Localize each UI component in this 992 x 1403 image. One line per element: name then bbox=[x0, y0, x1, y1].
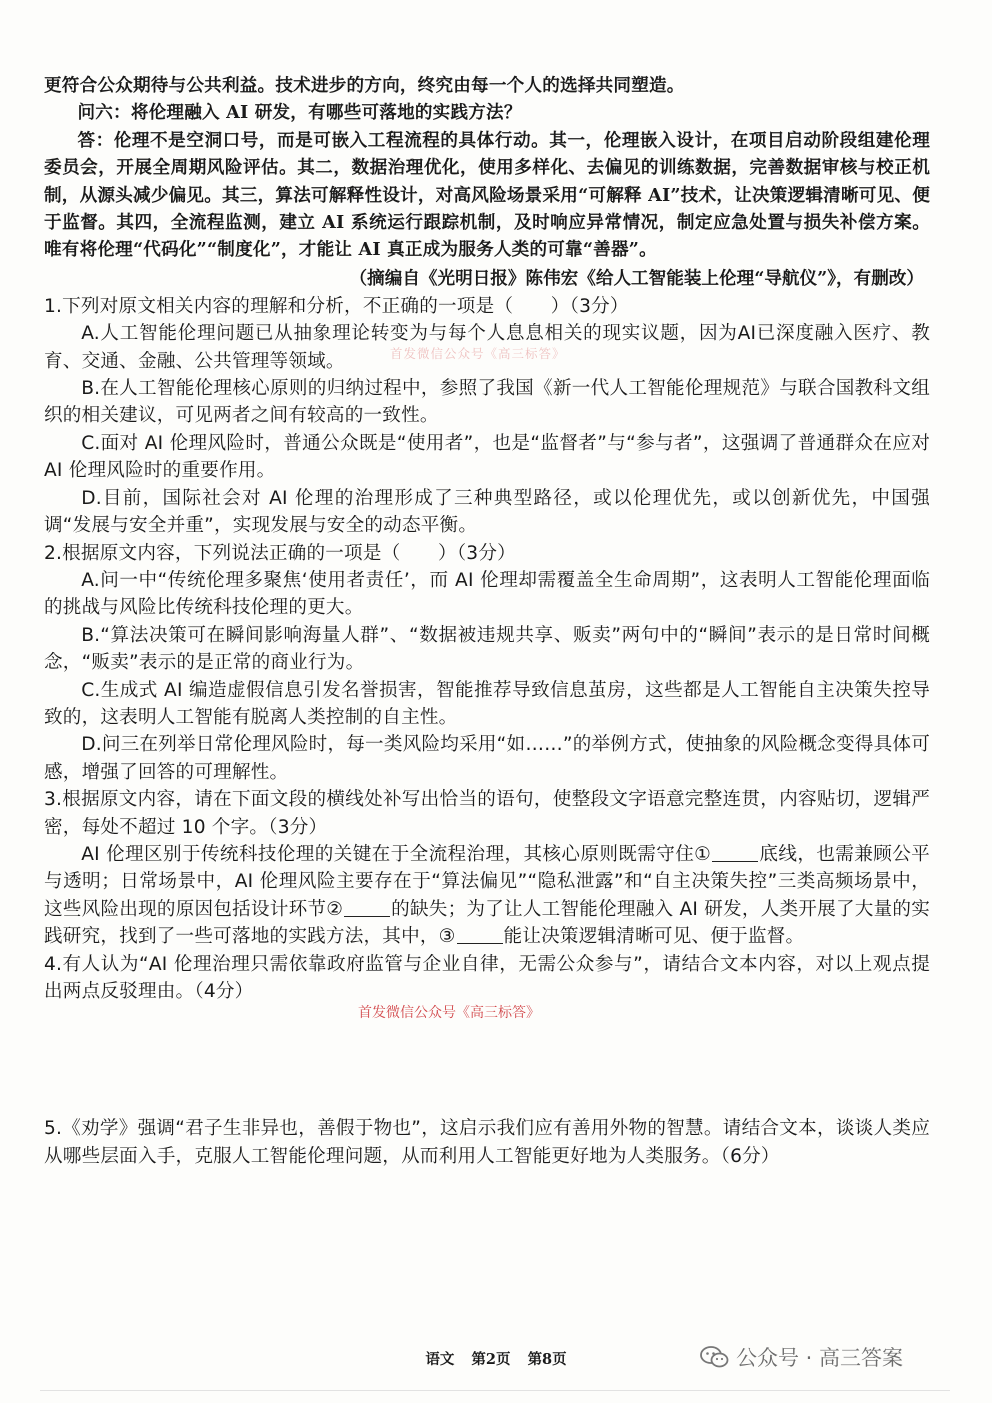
blank-3[interactable] bbox=[457, 925, 503, 944]
bottom-divider bbox=[40, 1390, 950, 1391]
red-watermark: 首发微信公众号《高三标答》 bbox=[358, 1005, 540, 1021]
footer-page: 第2页 bbox=[471, 1351, 511, 1368]
q2-option-a: A.问一中“传统伦理多聚焦‘使用者责任’，而 AI 伦理却需覆盖全生命周期”，这表明人工智能伦理面临的挑战与风险比传统科技伦理的更大。 bbox=[44, 569, 930, 619]
q5-stem: 5.《劝学》强调“君子生非异也，善假于物也”，这启示我们应有善用外物的智慧。请结合文本，谈谈人类应从哪些层面入手，克服人工智能伦理问题，从而利用人工智能更好地为人类服务。（6分） bbox=[44, 1118, 930, 1167]
wechat-icon bbox=[700, 1345, 730, 1369]
question-six: 问六：将伦理融入 AI 研发，有哪些可落地的实践方法？ bbox=[77, 102, 522, 124]
faint-watermark: 首发微信公众号《高三标答》 bbox=[390, 346, 566, 361]
q1-option-c: C.面对 AI 伦理风险时，普通公众既是“使用者”，也是“监督者”与“参与者”，这强调了普通群众在应对 AI 伦理风险时的重要作用。 bbox=[44, 432, 930, 482]
q4-stem: 4.有人认为“AI 伦理治理只需依靠政府监管与企业自律，无需公众参与”，请结合文本内容，对以上观点提出两点反驳理由。（4分） bbox=[44, 953, 930, 1002]
q3-passage-part1: AI 伦理区别于传统科技伦理的关键在于全流程治理，其核心原则既需守住① bbox=[81, 843, 712, 865]
q3-passage-part2: 底线，也需兼顾公平与透明；日常场景中，AI 伦理风险主要存在于“算法偏见”“隐私泄露”和“自主决策失控”三类高频场景中，这些风险出现的原因包括设计环节② bbox=[44, 843, 930, 920]
article-line-top: 更符合公众期待与公共利益。技术进步的方向，终究由每一个人的选择共同塑造。 bbox=[44, 75, 685, 96]
q2-option-b: B.“算法决策可在瞬间影响海量人群”、“数据被违规共享、贩卖”两句中的“瞬间”表示的是日常时间概念，“贩卖”表示的是正常的商业行为。 bbox=[44, 624, 930, 674]
q2-option-d: D.问三在列举日常伦理风险时，每一类风险均采用“如……”的举例方式，使抽象的风险概念变得具体可感，增强了回答的可理解性。 bbox=[44, 734, 930, 783]
wechat-brand bbox=[700, 1342, 903, 1372]
q1-option-b: B.在人工智能伦理核心原则的归纳过程中，参照了我国《新一代人工智能伦理规范》与联合国教科文组织的相关建议，可见两者之间有较高的一致性。 bbox=[44, 378, 930, 427]
article-source: （摘编自《光明日报》陈伟宏《给人工智能装上伦理“导航仪”》，有删改） bbox=[349, 267, 924, 289]
q3-passage-part3: 的缺失；为了让人工智能伦理融入 AI 研发，人类开展了大量的实践研究，找到了一些可落地的实践方法，其中，③ bbox=[44, 898, 930, 948]
blank-2[interactable] bbox=[344, 898, 390, 917]
blank-1[interactable] bbox=[712, 843, 758, 862]
q3-stem: 3.根据原文内容，请在下面文段的横线处补写出恰当的语句，使整段文字语意完整连贯，内容贴切，逻辑严密，每处不超过 10 个字。（3分） bbox=[44, 789, 930, 838]
q3-passage bbox=[44, 841, 930, 951]
q2-option-c: C.生成式 AI 编造虚假信息引发名誉损害，智能推荐导致信息茧房，这些都是人工智能自主决策失控导致的，这表明人工智能有脱离人类控制的自主性。 bbox=[44, 679, 930, 728]
q1-stem: 1.下列对原文相关内容的理解和分析，不正确的一项是（ ）（3分） bbox=[44, 295, 629, 317]
footer-total: 第8页 bbox=[527, 1351, 567, 1368]
brand-text: 公众号 · 高三答案 bbox=[736, 1346, 904, 1370]
footer-subject: 语文 bbox=[425, 1351, 455, 1368]
answer-six: 答：伦理不是空洞口号，而是可嵌入工程流程的具体行动。其一，伦理嵌入设计，在项目启动阶段组建伦理委员会，开展全周期风险评估。其二，数据治理优化，使用多样化、去偏见的训练数据，完善数据审核与校正机制，从源头减少偏见。其三，算法可解释性设计，对高风险场景采用“可解释 AI”技术，让决策逻辑清晰可见、便于监督。其四，全流程监测，建立 AI 系统运行跟踪机制，及时响应异常情况，制定应急处置与损失补偿方案。唯有将伦理“代码化”“制度化”，才能让 AI 真正成为服务人类的可靠“善器”。 bbox=[44, 129, 930, 261]
q1-option-a: A.人工智能伦理问题已从抽象理论转变为与每个人息息相关的现实议题，因为AI已深度融入医疗、教育、交通、金融、公共管理等领域。 bbox=[44, 323, 930, 372]
q1-option-d: D.目前，国际社会对 AI 伦理的治理形成了三种典型路径，或以伦理优先，或以创新优先，中国强调“发展与安全并重”，实现发展与安全的动态平衡。 bbox=[44, 487, 930, 537]
q2-stem: 2.根据原文内容，下列说法正确的一项是（ ）（3分） bbox=[44, 542, 516, 564]
q3-passage-part4: 能让决策逻辑清晰可见、便于监督。 bbox=[503, 926, 805, 948]
